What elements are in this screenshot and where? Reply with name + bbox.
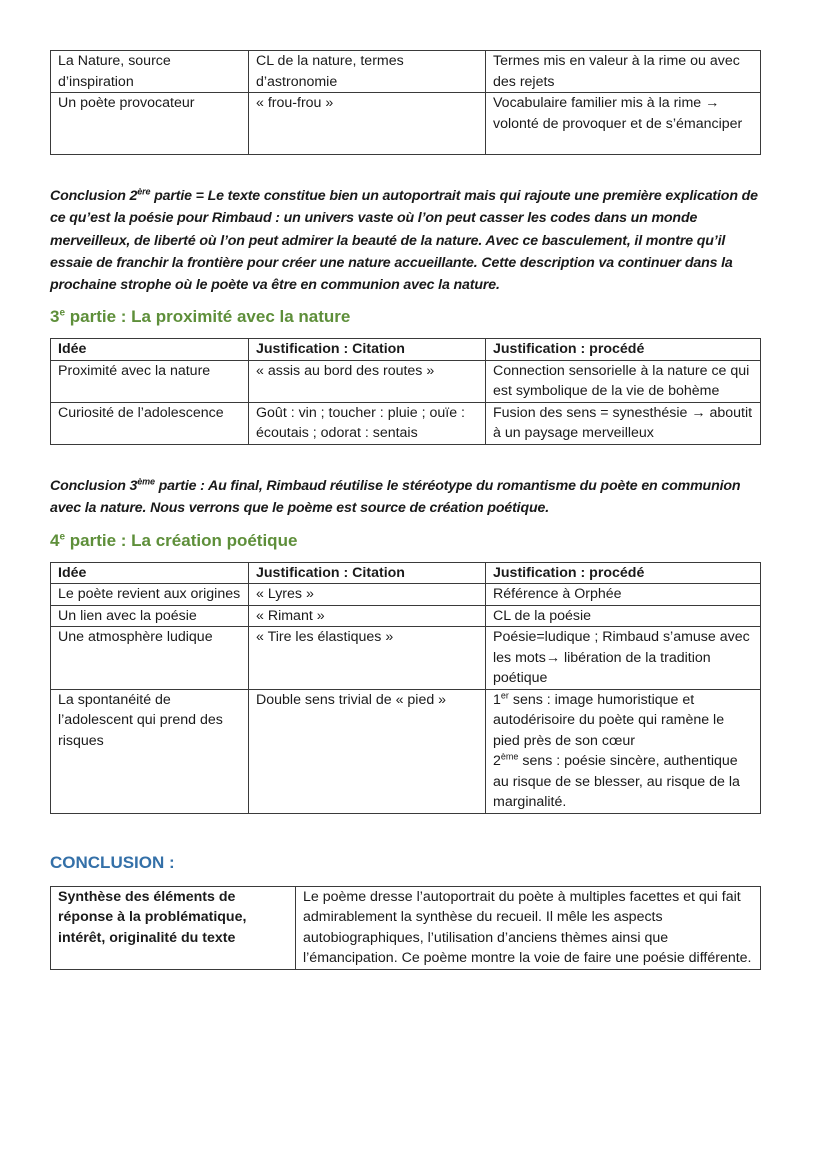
cell-idee: Un poète provocateur — [51, 93, 249, 155]
header-idee: Idée — [51, 339, 249, 361]
cell-idee: Un lien avec la poésie — [51, 605, 249, 627]
header-idee: Idée — [51, 562, 249, 584]
conclusion-text: partie : Au final, Rimbaud réutilise le stéréotype du romantisme du poète en communion avec la nature. Nous verrons que le poème est source de création poétique. — [50, 477, 741, 517]
sense-sup: ème — [500, 751, 519, 762]
section-title-part4 — [50, 530, 762, 552]
cell-citation: Goût : vin ; toucher : pluie ; ouïe : écoutais ; odorat : sentais — [249, 402, 486, 444]
cell-citation: « Lyres » — [249, 584, 486, 606]
cell-procede: Référence à Orphée — [486, 584, 761, 606]
section-sup: e — [59, 307, 66, 319]
cell-idee: Le poète revient aux origines — [51, 584, 249, 606]
sense-num: 2 — [493, 753, 501, 770]
sense-text: sens : image humoristique et autodérisoire du poète qui ramène le pied près de son cœur — [493, 691, 725, 749]
table-row — [51, 51, 761, 93]
table-row — [51, 93, 761, 155]
cell-citation: CL de la nature, termes d’astronomie — [249, 51, 486, 93]
section-sup: e — [59, 530, 66, 542]
table-header-row — [51, 339, 761, 361]
cell-citation: Double sens trivial de « pied » — [249, 689, 486, 813]
conclusion-label: Synthèse des éléments de réponse à la problématique, intérêt, originalité du texte — [51, 886, 296, 969]
conclusion-part3 — [50, 475, 762, 520]
conclusion-part2 — [50, 185, 762, 296]
part4-table — [50, 562, 761, 814]
cell-procede: Termes mis en valeur à la rime ou avec des rejets — [486, 51, 761, 93]
cell-idee: Proximité avec la nature — [51, 360, 249, 402]
cell-idee: La Nature, source d’inspiration — [51, 51, 249, 93]
cell-idee: Curiosité de l’adolescence — [51, 402, 249, 444]
table-row — [51, 402, 761, 444]
final-conclusion-table — [50, 886, 761, 970]
procede-sense-2 — [493, 751, 753, 813]
section-title-text: partie : La création poétique — [65, 530, 298, 550]
part3-table — [50, 338, 761, 445]
cell-procede: Connection sensorielle à la nature ce qui est symbolique de la vie de bohème — [486, 360, 761, 402]
header-citation: Justification : Citation — [249, 562, 486, 584]
cell-citation: « Rimant » — [249, 605, 486, 627]
cell-idee: La spontanéité de l’adolescent qui prend des risques — [51, 689, 249, 813]
part2-table — [50, 50, 761, 155]
table-row — [51, 584, 761, 606]
conclusion-sup: ère — [137, 186, 151, 197]
sense-sup: er — [500, 689, 509, 700]
conclusion-body: Le poème dresse l’autoportrait du poète à multiples facettes et qui fait admirablement la synthèse du recueil. Il mêle les aspects autobiographiques, l’utilisation d’anciens thèmes ainsi que l’émancipation. Ce poème montre la voie de faire une poésie différente. — [296, 886, 761, 969]
conclusion-lead: Conclusion 3 — [50, 477, 138, 494]
sense-num: 1 — [493, 691, 501, 708]
header-procede: Justification : procédé — [486, 562, 761, 584]
cell-procede: Poésie=ludique ; Rimbaud s’amuse avec les mots→ libération de la tradition poétique — [486, 627, 761, 690]
header-citation: Justification : Citation — [249, 339, 486, 361]
table-row — [51, 689, 761, 813]
document-page — [50, 50, 762, 970]
section-title-part3 — [50, 306, 762, 328]
sense-text: sens : poésie sincère, authentique au risque de se blesser, au risque de la marginalité. — [493, 753, 740, 811]
table-header-row — [51, 562, 761, 584]
cell-citation: « Tire les élastiques » — [249, 627, 486, 690]
table-row — [51, 605, 761, 627]
table-row — [51, 886, 761, 969]
conclusion-lead: Conclusion 2 — [50, 188, 138, 204]
cell-procede: CL de la poésie — [486, 605, 761, 627]
table-row — [51, 360, 761, 402]
cell-procede: Fusion des sens = synesthésie → aboutit à un paysage merveilleux — [486, 402, 761, 444]
table-row — [51, 627, 761, 690]
cell-procede — [486, 689, 761, 813]
conclusion-sup: ème — [137, 476, 155, 487]
procede-sense-1 — [493, 690, 753, 752]
cell-citation: « frou-frou » — [249, 93, 486, 155]
conclusion-text: partie = Le texte constitue bien un autoportrait mais qui rajoute une première explication de ce qu’est la poésie pour Rimbaud : un univers vaste où l’on peut casser les codes dans un monde merveilleux, de liberté où l’on peut admirer la beauté de la nature. Avec ce basculement, il montre qu’il essaie de franchir la frontière pour créer une nature accueillante. Cette description va continuer dans la prochaine strophe où le poète va être en communion avec la nature. — [50, 188, 758, 294]
section-num: 4 — [50, 530, 60, 550]
section-num: 3 — [50, 307, 60, 327]
cell-citation: « assis au bord des routes » — [249, 360, 486, 402]
final-conclusion-title: CONCLUSION : — [50, 852, 175, 872]
section-title-text: partie : La proximité avec la nature — [65, 307, 351, 327]
header-procede: Justification : procédé — [486, 339, 761, 361]
cell-idee: Une atmosphère ludique — [51, 627, 249, 690]
cell-procede: Vocabulaire familier mis à la rime → volonté de provoquer et de s’émanciper — [486, 93, 761, 155]
